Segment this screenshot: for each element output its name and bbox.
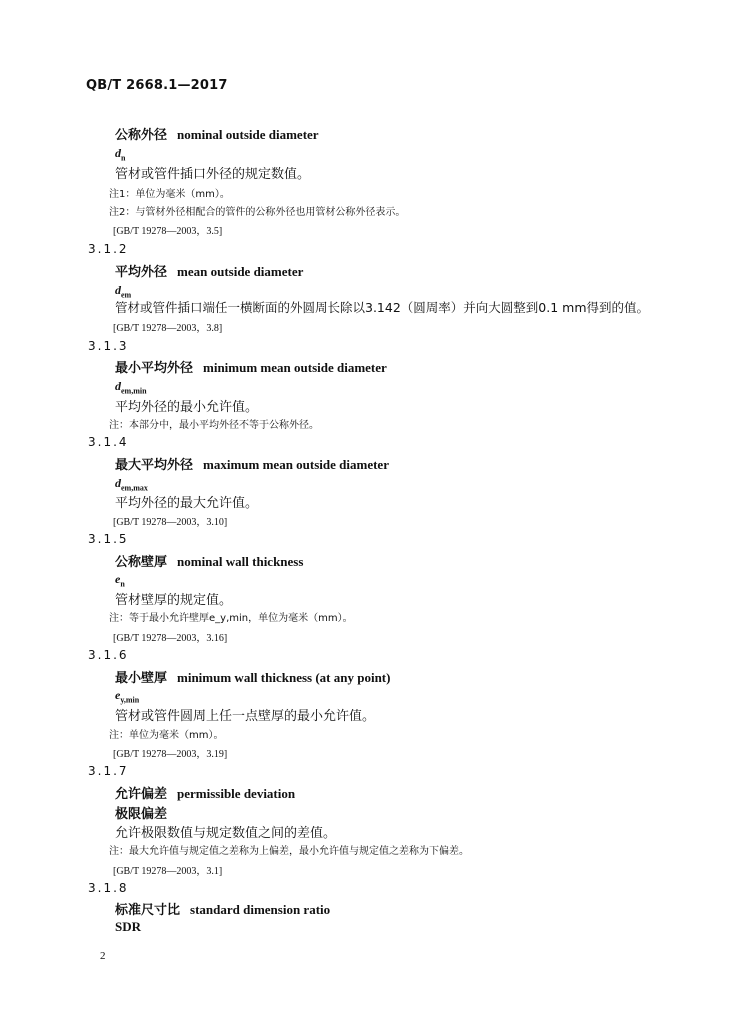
term-en: standard dimension ratio [190, 902, 331, 917]
term-definition: 允许极限数值与规定数值之间的差值。 [115, 826, 337, 841]
term-abbreviation: SDR [115, 919, 142, 934]
clause-number: 3.1.4 [88, 435, 129, 449]
term-symbol: $d_{em,max}$ [115, 476, 148, 493]
term-definition: 平均外径的最大允许值。 [115, 496, 259, 511]
term-symbol: $e_{y,min}$ [115, 688, 140, 705]
term-note: 注：等于最小允许壁厚e_y,min，单位为毫米（mm）。 [109, 613, 353, 624]
term-en: minimum mean outside diameter [203, 360, 387, 375]
term-reference: [GB/T 19278—2003，3.19] [113, 749, 228, 760]
term-en: nominal wall thickness [177, 554, 304, 569]
clause-number: 3.1.8 [88, 881, 129, 895]
clause-number: 3.1.3 [88, 339, 129, 353]
term-heading [115, 551, 303, 570]
term-definition: 管材或管件插口端任一横断面的外圆周长除以3.142（圆周率）并向大圆整到0.1 mm得到的值。 [115, 300, 649, 315]
term-heading [115, 357, 387, 376]
term-symbol: $d_{em}$ [115, 283, 132, 300]
page-number: 2 [100, 950, 106, 962]
term-reference: [GB/T 19278—2003，3.1] [113, 866, 223, 877]
term-reference: [GB/T 19278—2003，3.8] [113, 323, 223, 334]
term-reference: [GB/T 19278—2003，3.10] [113, 517, 228, 528]
term-note: 注：单位为毫米（mm）。 [109, 730, 224, 741]
term-symbol: $d_n$ [115, 146, 126, 163]
term-definition: 管材或管件圆周上任一点壁厚的最小允许值。 [115, 709, 376, 724]
term-symbol: $e_n$ [115, 572, 125, 589]
term-en: permissible deviation [177, 786, 296, 801]
term-note: 注2：与管材外径相配合的管件的公称外径也用管材公称外径表示。 [109, 207, 406, 218]
term-zh: 最小壁厚 [115, 671, 168, 686]
term-zh: 允许偏差 [115, 787, 168, 802]
term-en: minimum wall thickness (at any point) [177, 670, 391, 685]
term-heading [115, 261, 303, 280]
term-heading [115, 899, 330, 918]
term-note: 注1：单位为毫米（mm）。 [109, 189, 230, 200]
term-zh: 公称壁厚 [115, 555, 168, 570]
term-heading [115, 124, 319, 143]
term-heading [115, 454, 389, 473]
term-note: 注：本部分中，最小平均外径不等于公称外径。 [109, 420, 319, 431]
term-definition: 管材壁厚的规定值。 [115, 593, 233, 608]
term-reference: [GB/T 19278—2003，3.5] [113, 226, 223, 237]
term-definition: 平均外径的最小允许值。 [115, 400, 259, 415]
term-symbol: $d_{em,min}$ [115, 379, 147, 396]
term-zh: 平均外径 [115, 265, 168, 280]
term-heading [115, 667, 390, 686]
clause-number: 3.1.2 [88, 242, 129, 256]
term-zh: 最大平均外径 [115, 458, 194, 473]
term-en: nominal outside diameter [177, 127, 319, 142]
term-zh: 标准尺寸比 [115, 903, 181, 918]
alternative-term: 极限偏差 [115, 807, 168, 822]
term-en: mean outside diameter [177, 264, 304, 279]
term-heading [115, 783, 295, 802]
clause-number: 3.1.6 [88, 648, 129, 662]
term-en: maximum mean outside diameter [203, 457, 389, 472]
term-zh: 公称外径 [115, 128, 168, 143]
term-zh: 最小平均外径 [115, 361, 194, 376]
clause-number: 3.1.5 [88, 532, 129, 546]
term-definition: 管材或管件插口外径的规定数值。 [115, 167, 311, 182]
term-reference: [GB/T 19278—2003，3.16] [113, 633, 228, 644]
clause-number: 3.1.7 [88, 764, 129, 778]
standard-code-header: QB/T 2668.1—2017 [86, 78, 228, 93]
term-note: 注：最大允许值与规定值之差称为上偏差，最小允许值与规定值之差称为下偏差。 [109, 846, 469, 857]
